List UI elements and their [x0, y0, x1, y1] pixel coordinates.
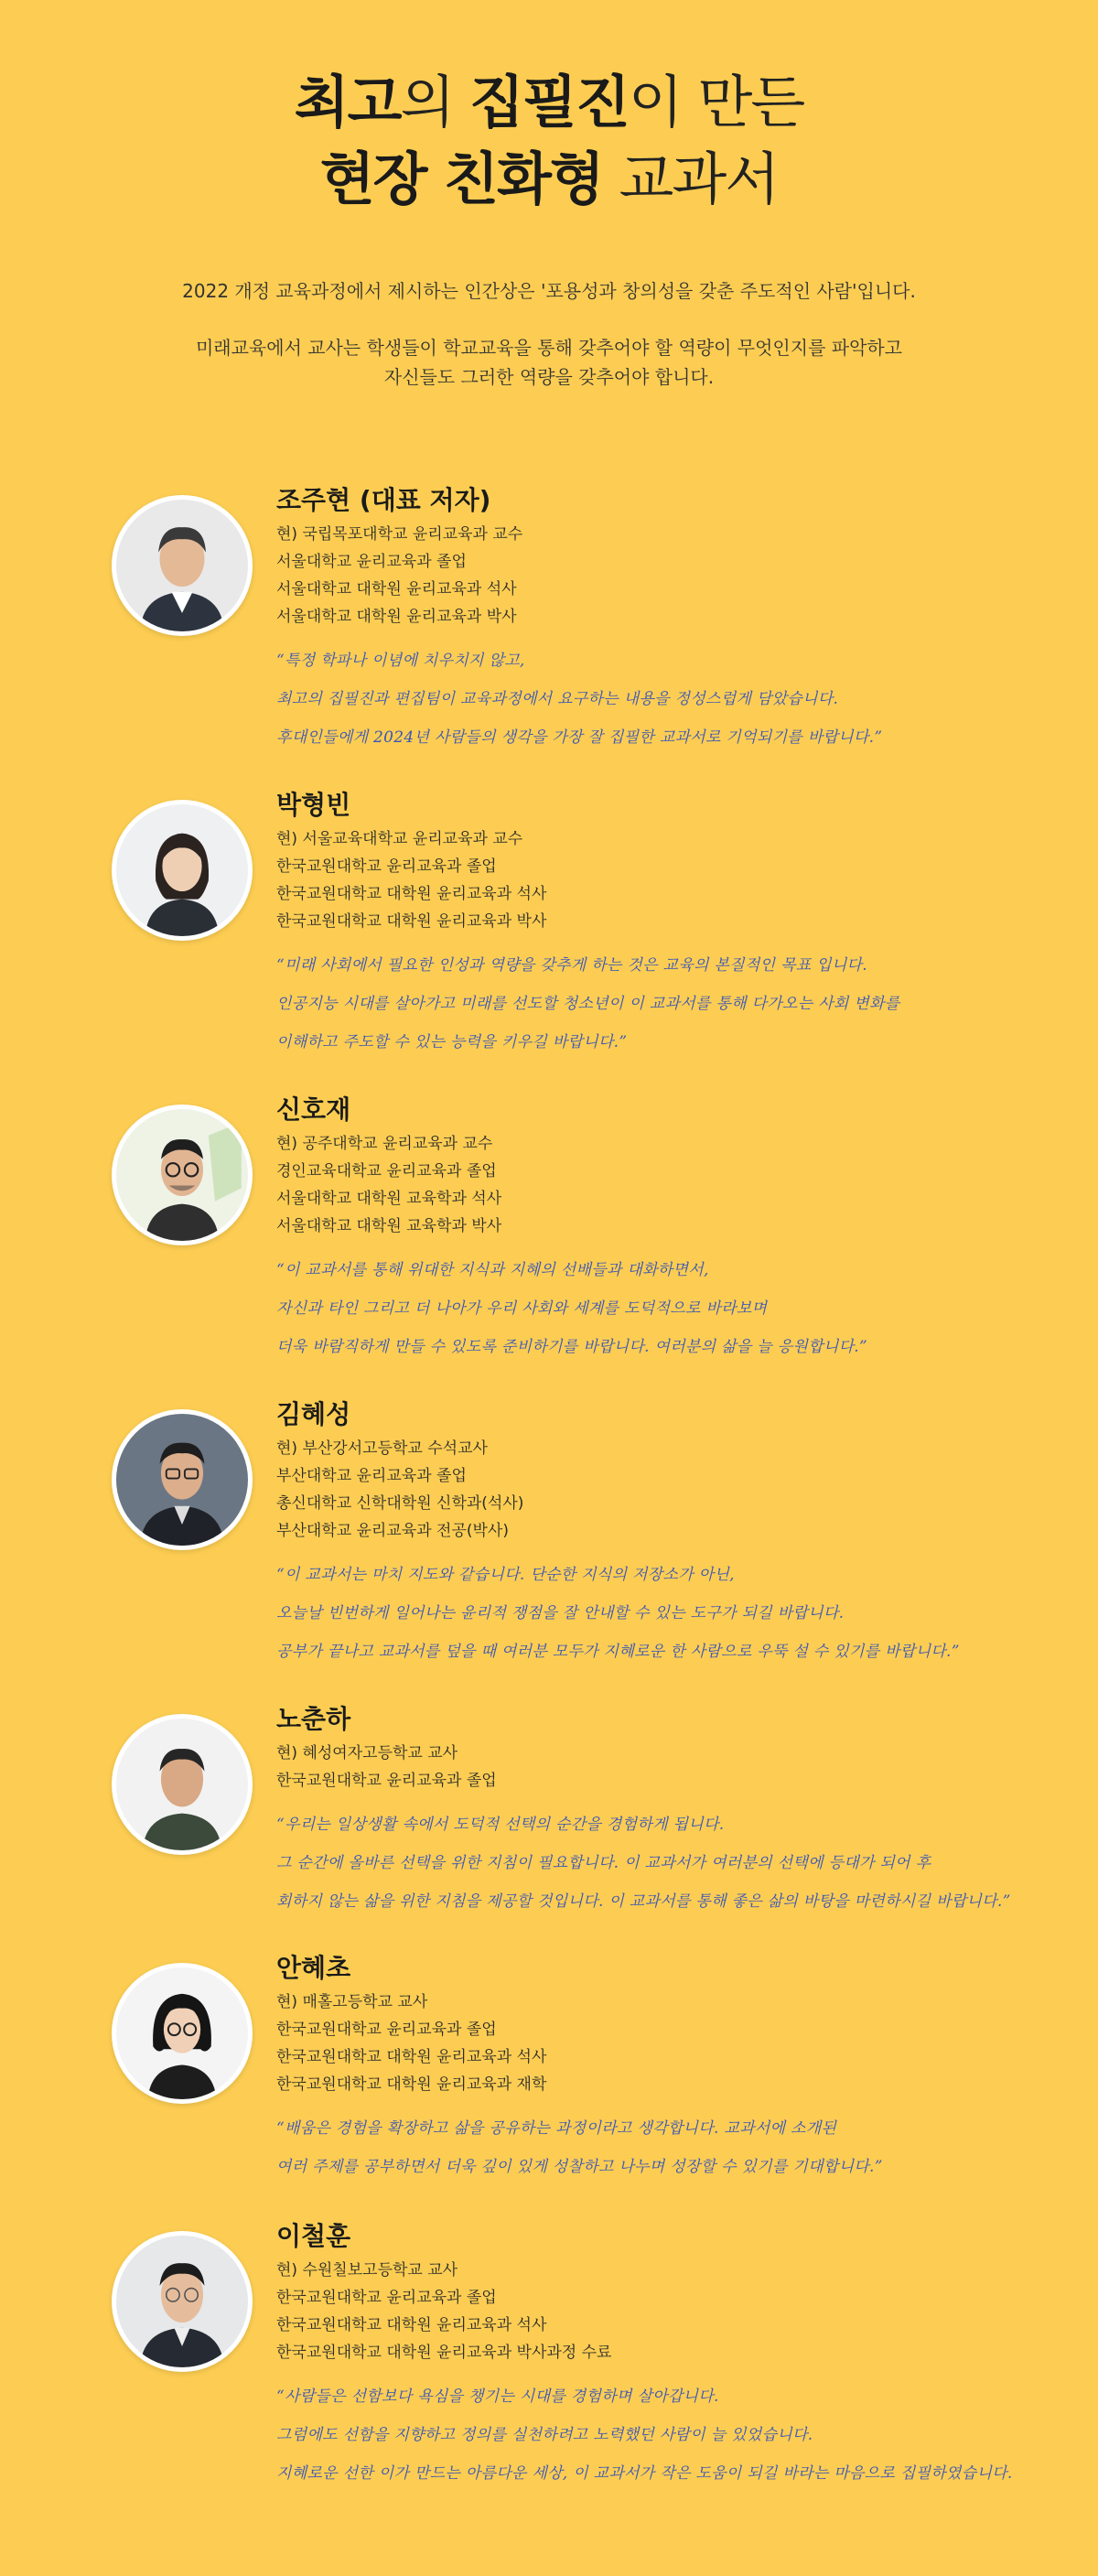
hero-section: [0, 0, 1098, 392]
author-name: 노춘하: [276, 1704, 351, 1734]
quote-line: “배움은 경험을 확장하고 삶을 공유하는 과정이라고 생각합니다. 교과서에 소개된: [276, 2119, 837, 2138]
author-credential: 현) 수원칠보고등학교 교사: [276, 2261, 458, 2280]
title-line-1: [0, 64, 1098, 141]
author-photo: [112, 495, 253, 636]
author-credential: 현) 서울교육대학교 윤리교육과 교수: [276, 830, 523, 848]
author-credential: 서울대학교 윤리교육과 졸업: [276, 553, 467, 571]
author-credential: 현) 공주대학교 윤리교육과 교수: [276, 1135, 493, 1153]
author-credential: 현) 매홀고등학교 교사: [276, 1993, 428, 2011]
author-photo: [112, 1105, 253, 1245]
author-credential: 서울대학교 대학원 윤리교육과 박사: [276, 608, 517, 626]
author-credential: 현) 부산강서고등학교 수석교사: [276, 1439, 488, 1458]
author-credential: 한국교원대학교 윤리교육과 졸업: [276, 857, 497, 876]
quote-line: 여러 주제를 공부하면서 더욱 깊이 있게 성찰하고 나누며 성장할 수 있기를 기대합니다.”: [276, 2158, 883, 2176]
author-quote: [276, 1251, 1082, 1366]
quote-line: 회하지 않는 삶을 위한 지침을 제공할 것입니다. 이 교과서를 통해 좋은 삶의 바탕을 마련하시길 바랍니다.”: [276, 1892, 1011, 1911]
quote-line: 더욱 바람직하게 만들 수 있도록 준비하기를 바랍니다. 여러분의 삶을 늘 응원합니다.”: [276, 1338, 867, 1356]
title-bold: 집필진: [469, 69, 629, 135]
intro-text: [0, 276, 1098, 392]
title-bold: 최고: [294, 69, 401, 135]
quote-line: 공부가 끝나고 교과서를 덮을 때 여러분 모두가 지혜로운 한 사람으로 우뚝 설 수 있기를 바랍니다.”: [276, 1643, 960, 1661]
author-info: [276, 1395, 1082, 1671]
author-credential: 부산대학교 윤리교육과 졸업: [276, 1467, 467, 1485]
author-credential: 한국교원대학교 대학원 윤리교육과 재학: [276, 2075, 547, 2094]
author-photo: [112, 2231, 253, 2372]
author-credential: 한국교원대학교 대학원 윤리교육과 석사: [276, 2048, 547, 2066]
author-name: 조주현 (대표 저자): [276, 485, 491, 515]
author-card: [112, 2216, 1063, 2521]
author-quote: [276, 1805, 1082, 1921]
author-card: [112, 785, 1063, 1090]
author-credential: 서울대학교 대학원 교육학과 박사: [276, 1217, 502, 1235]
author-card: [112, 1395, 1063, 1699]
author-name: 이철훈: [276, 2221, 351, 2251]
quote-line: “사람들은 선함보다 욕심을 챙기는 시대를 경험하며 살아갑니다.: [276, 2387, 719, 2406]
author-info: [276, 785, 1082, 1062]
quote-line: “우리는 일상생활 속에서 도덕적 선택의 순간을 경험하게 됩니다.: [276, 1816, 725, 1834]
author-quote: [276, 641, 1082, 757]
author-info: [276, 2216, 1082, 2493]
quote-line: 이해하고 주도할 수 있는 능력을 키우길 바랍니다.”: [276, 1033, 628, 1051]
author-credential: 서울대학교 대학원 교육학과 석사: [276, 1190, 502, 1208]
quote-line: “특정 학파나 이념에 치우치지 않고,: [276, 652, 525, 670]
author-credential: 총신대학교 신학대학원 신학과(석사): [276, 1494, 524, 1513]
quote-line: 후대인들에게 2024년 사람들의 생각을 가장 잘 집필한 교과서로 기억되기를 바랍니다.”: [276, 728, 883, 747]
quote-line: 그럼에도 선함을 지향하고 정의를 실천하려고 노력했던 사람이 늘 있었습니다.: [276, 2426, 813, 2444]
author-photo: [112, 800, 253, 941]
page-title: [0, 64, 1098, 218]
intro-paragraph: 자신들도 그러한 역량을 갖추어야 합니다.: [383, 366, 715, 388]
quote-line: “이 교과서를 통해 위대한 지식과 지혜의 선배들과 대화하면서,: [276, 1261, 709, 1279]
author-credential: 경인교육대학교 윤리교육과 졸업: [276, 1162, 497, 1180]
author-credential: 한국교원대학교 윤리교육과 졸업: [276, 1772, 497, 1790]
author-name: 안혜초: [276, 1953, 351, 1983]
quote-line: 자신과 타인 그리고 더 나아가 우리 사회와 세계를 도덕적으로 바라보며: [276, 1299, 768, 1318]
author-credential: 현) 혜성여자고등학교 교사: [276, 1744, 458, 1762]
quote-line: “이 교과서는 마치 지도와 같습니다. 단순한 지식의 저장소가 아닌,: [276, 1566, 735, 1584]
author-quote: [276, 946, 1082, 1062]
author-info: [276, 480, 1082, 757]
author-credential: 한국교원대학교 대학원 윤리교육과 박사: [276, 912, 547, 931]
author-photo: [112, 1714, 253, 1855]
author-photo: [112, 1963, 253, 2104]
title-light: 교과서: [602, 146, 779, 212]
quote-line: 그 순간에 올바른 선택을 위한 지침이 필요합니다. 이 교과서가 여러분의 선택에 등대가 되어 후: [276, 1854, 931, 1872]
quote-line: “미래 사회에서 필요한 인성과 역량을 갖추게 하는 것은 교육의 본질적인 목표 입니다.: [276, 956, 867, 975]
author-name: 김혜성: [276, 1399, 351, 1429]
author-credential: 한국교원대학교 윤리교육과 졸업: [276, 2289, 497, 2307]
author-credential: 부산대학교 윤리교육과 전공(박사): [276, 1522, 509, 1540]
title-light: 이 만든: [628, 69, 804, 135]
author-card: [112, 1090, 1063, 1395]
title-light: 의: [400, 69, 470, 135]
quote-line: 인공지능 시대를 살아가고 미래를 선도할 청소년이 이 교과서를 통해 다가오는 사회 변화를: [276, 995, 900, 1013]
author-card: [112, 1948, 1063, 2216]
author-info: [276, 1948, 1082, 2186]
author-info: [276, 1090, 1082, 1366]
author-credential: 한국교원대학교 대학원 윤리교육과 석사: [276, 885, 547, 903]
quote-line: 최고의 집필진과 편집팀이 교육과정에서 요구하는 내용을 정성스럽게 담았습니다.: [276, 690, 839, 708]
author-card: [112, 1699, 1063, 1948]
author-info: [276, 1699, 1082, 1921]
author-quote: [276, 2109, 1082, 2186]
author-name: 박형빈: [276, 790, 351, 820]
title-line-2: [0, 141, 1098, 218]
author-name: 신호재: [276, 1094, 351, 1125]
author-photo: [112, 1409, 253, 1550]
author-credential: 한국교원대학교 대학원 윤리교육과 박사과정 수료: [276, 2344, 612, 2362]
author-credential: 현) 국립목포대학교 윤리교육과 교수: [276, 525, 523, 544]
quote-line: 지혜로운 선한 이가 만드는 아름다운 세상, 이 교과서가 작은 도움이 되길 바라는 마음으로 집필하였습니다.: [276, 2464, 1013, 2483]
author-card: [112, 480, 1063, 785]
author-credential: 서울대학교 대학원 윤리교육과 석사: [276, 580, 517, 598]
author-credential: 한국교원대학교 윤리교육과 졸업: [276, 2021, 497, 2039]
author-credential: 한국교원대학교 대학원 윤리교육과 석사: [276, 2316, 547, 2334]
author-list: [112, 480, 1063, 2521]
author-quote: [276, 1556, 1082, 1671]
author-quote: [276, 2377, 1082, 2493]
quote-line: 오늘날 빈번하게 일어나는 윤리적 쟁점을 잘 안내할 수 있는 도구가 되길 바랍니다.: [276, 1604, 845, 1622]
intro-paragraph: 2022 개정 교육과정에서 제시하는 인간상은 '포용성과 창의성을 갖춘 주도적인 사람'입니다.: [182, 280, 916, 302]
title-bold: 현장 친화형: [319, 146, 603, 212]
intro-paragraph: 미래교육에서 교사는 학생들이 학교교육을 통해 갖추어야 할 역량이 무엇인지를 파악하고: [195, 337, 903, 359]
